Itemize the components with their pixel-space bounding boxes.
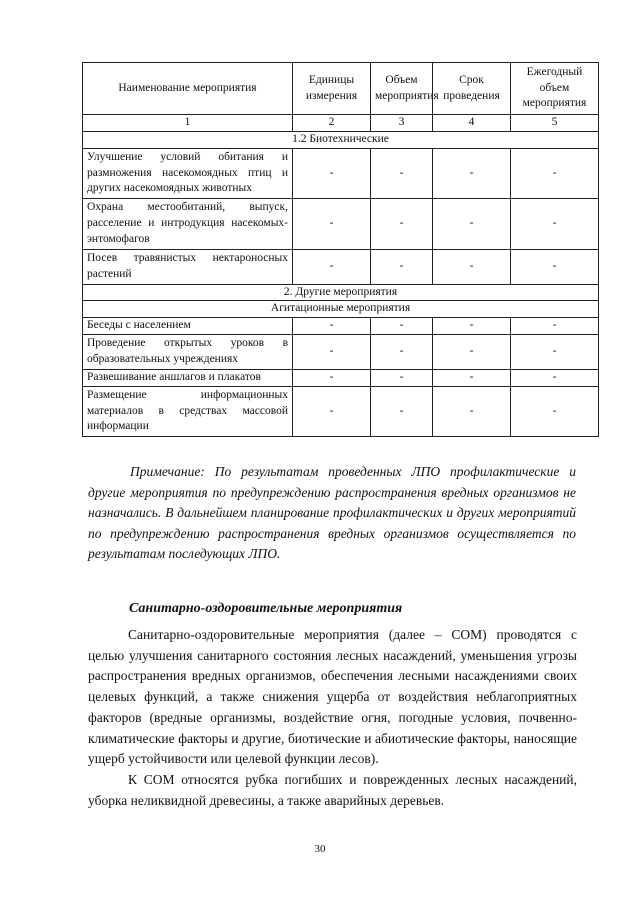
table-row (83, 369, 599, 386)
measure-period: - (433, 249, 511, 284)
measure-annual: - (511, 335, 599, 370)
measure-volume: - (371, 369, 433, 386)
measure-units: - (293, 199, 371, 250)
measure-name: Размещение информационных материалов в средствах массовой информации (83, 386, 293, 437)
measure-period: - (433, 318, 511, 335)
table-row (83, 335, 599, 370)
header-period: Срок проведения (433, 63, 511, 115)
note-block (88, 462, 576, 565)
measure-annual: - (511, 249, 599, 284)
measure-period: - (433, 148, 511, 199)
column-number: 2 (293, 115, 371, 132)
column-number: 5 (511, 115, 599, 132)
body-text (88, 625, 577, 811)
measure-period: - (433, 199, 511, 250)
column-number: 1 (83, 115, 293, 132)
measure-volume: - (371, 199, 433, 250)
measure-name: Беседы с населением (83, 318, 293, 335)
measure-volume: - (371, 249, 433, 284)
measure-volume: - (371, 148, 433, 199)
measures-table (82, 62, 599, 437)
measure-name: Охрана местообитаний, выпуск, расселение и интродукция насекомых-энтомофагов (83, 199, 293, 250)
measure-units: - (293, 335, 371, 370)
measure-volume: - (371, 318, 433, 335)
measure-period: - (433, 335, 511, 370)
page-number: 30 (314, 843, 326, 855)
measure-annual: - (511, 199, 599, 250)
measure-annual: - (511, 369, 599, 386)
measure-volume: - (371, 386, 433, 437)
section-heading: Санитарно-оздоровительные мероприятия (129, 601, 403, 616)
measure-period: - (433, 386, 511, 437)
measure-name: Развешивание аншлагов и плакатов (83, 369, 293, 386)
table-row (83, 148, 599, 199)
note-text: Примечание: По результатам проведенных ЛПО профилактические и другие мероприятия по предупреждению распространения вредных организмов не назначались. В дальнейшем планирование профилактических и других мероприятий по предупреждению распространения вредных организмов осуществляется по результатам последующих ЛПО. (88, 464, 576, 561)
section-other: 2. Другие мероприятия (83, 284, 599, 301)
measure-period: - (433, 369, 511, 386)
column-number: 3 (371, 115, 433, 132)
column-number: 4 (433, 115, 511, 132)
header-volume: Объем мероприятия (371, 63, 433, 115)
measure-units: - (293, 249, 371, 284)
measure-name: Проведение открытых уроков в образовательных учреждениях (83, 335, 293, 370)
table-row (83, 318, 599, 335)
measure-name: Посев травянистых нектароносных растений (83, 249, 293, 284)
measure-name: Улучшение условий обитания и размножения насекомоядных птиц и других насекомоядных животных (83, 148, 293, 199)
header-name: Наименование мероприятия (83, 63, 293, 115)
header-units: Единицы измерения (293, 63, 371, 115)
measure-annual: - (511, 148, 599, 199)
measure-units: - (293, 148, 371, 199)
measure-annual: - (511, 386, 599, 437)
paragraph: Санитарно-оздоровительные мероприятия (далее – СОМ) проводятся с целью улучшения санитарного состояния лесных насаждений, уменьшения угрозы распространения вредных организмов, обеспечения лесными насаждениями своих целевых функций, а также снижения ущерба от воздействия неблагоприятных факторов (вредные организмы, воздействие огня, погодные условия, почвенно-климатические факторы и другие, биотические и абиотические факторы, наносящие ущерб устойчивости или целевой функции лесов). (88, 627, 577, 767)
table-row (83, 386, 599, 437)
measure-units: - (293, 318, 371, 335)
table-row (83, 249, 599, 284)
paragraph: К СОМ относятся рубка погибших и поврежденных лесных насаждений, уборка неликвидной древесины, а также аварийных деревьев. (88, 771, 577, 808)
subsection-agitation: Агитационные мероприятия (83, 301, 599, 318)
measure-volume: - (371, 335, 433, 370)
measure-units: - (293, 369, 371, 386)
table-row (83, 199, 599, 250)
measure-units: - (293, 386, 371, 437)
measure-annual: - (511, 318, 599, 335)
header-annual: Ежегодный объем мероприятия (511, 63, 599, 115)
section-biotech: 1.2 Биотехнические (83, 131, 599, 148)
